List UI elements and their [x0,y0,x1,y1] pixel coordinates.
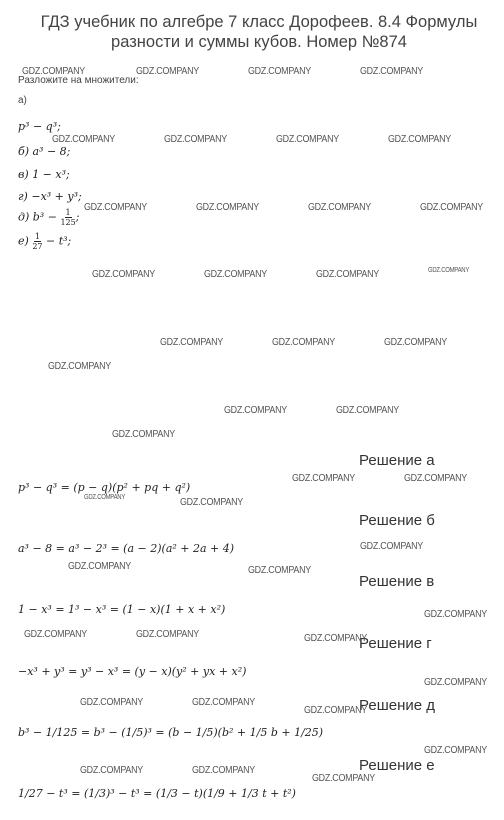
watermark: GDZ.COMPANY [80,764,143,776]
watermark: GDZ.COMPANY [48,360,111,372]
watermark: GDZ.COMPANY [336,404,399,416]
solution-e-heading: Решение д [359,697,435,714]
task-label-a: а) [18,95,27,106]
watermark: GDZ.COMPANY [272,336,335,348]
task-item-a: p³ − q³; [18,120,61,133]
solution-b-heading: Решение б [359,512,435,529]
task-item-c: в) 1 − x³; [18,168,70,181]
solution-f-heading: Решение е [359,757,435,774]
solution-a-heading: Решение а [359,452,435,469]
watermark: GDZ.COMPANY [276,133,339,145]
watermark: GDZ.COMPANY [68,560,131,572]
watermark: GDZ.COMPANY [360,540,423,552]
watermark: GDZ.COMPANY [52,133,115,145]
watermark: GDZ.COMPANY [136,65,199,77]
watermark: GDZ.COMPANY [424,744,487,756]
watermark: GDZ.COMPANY [80,696,143,708]
watermark: GDZ.COMPANY [164,133,227,145]
solution-d-formula: −x³ + y³ = y³ − x³ = (y − x)(y² + yx + x²) [18,665,247,678]
solution-a-formula: p³ − q³ = (p − q)(p² + pq + q²) [18,481,191,494]
solution-d-heading: Решение г [359,635,432,652]
watermark: GDZ.COMPANY [424,608,487,620]
watermark: GDZ.COMPANY [428,267,470,274]
watermark: GDZ.COMPANY [316,268,379,280]
watermark: GDZ.COMPANY [196,201,259,213]
watermark: GDZ.COMPANY [388,133,451,145]
task-item-e: д) b³ − $\frac{1}{125}$ ; [18,208,80,227]
watermark: GDZ.COMPANY [292,472,355,484]
watermark: GDZ.COMPANY [136,628,199,640]
watermark: GDZ.COMPANY [22,65,85,77]
watermark: GDZ.COMPANY [24,628,87,640]
watermark: GDZ.COMPANY [204,268,267,280]
watermark: GDZ.COMPANY [248,564,311,576]
task-item-b: б) a³ − 8; [18,145,71,158]
task-instruction: Разложите на множители: [18,75,139,86]
solution-c-formula: 1 − x³ = 1³ − x³ = (1 − x)(1 + x + x²) [18,603,226,616]
task-item-d: г) −x³ + y³; [18,190,82,203]
task-item-f: е) $\frac{1}{27}$ − t³; [18,232,72,251]
watermark: GDZ.COMPANY [384,336,447,348]
watermark: GDZ.COMPANY [308,201,371,213]
watermark: GDZ.COMPANY [224,404,287,416]
page-title: ГДЗ учебник по алгебре 7 класс Дорофеев. 8.4 Формулы разности и суммы кубов. Номер №874 [40,13,478,51]
watermark: GDZ.COMPANY [84,494,126,501]
watermark: GDZ.COMPANY [192,696,255,708]
watermark: GDZ.COMPANY [192,764,255,776]
watermark: GDZ.COMPANY [424,676,487,688]
watermark: GDZ.COMPANY [84,201,147,213]
solution-c-heading: Решение в [359,573,435,590]
watermark: GDZ.COMPANY [160,336,223,348]
solution-b-formula: a³ − 8 = a³ − 2³ = (a − 2)(a² + 2a + 4) [18,542,235,555]
watermark: GDZ.COMPANY [92,268,155,280]
solution-f-formula: 1/27 − t³ = (1/3)³ − t³ = (1/3 − t)(1/9 + 1/3 t + t²) [18,787,296,800]
watermark: GDZ.COMPANY [248,65,311,77]
watermark: GDZ.COMPANY [404,472,467,484]
solution-e-formula: b³ − 1/125 = b³ − (1/5)³ = (b − 1/5)(b² + 1/5 b + 1/25) [18,726,324,739]
watermark: GDZ.COMPANY [420,201,483,213]
watermark: GDZ.COMPANY [180,496,243,508]
watermark: GDZ.COMPANY [360,65,423,77]
watermark: GDZ.COMPANY [312,772,375,784]
watermark: GDZ.COMPANY [112,428,175,440]
watermark: GDZ.COMPANY [304,704,367,716]
watermark: GDZ.COMPANY [304,632,367,644]
